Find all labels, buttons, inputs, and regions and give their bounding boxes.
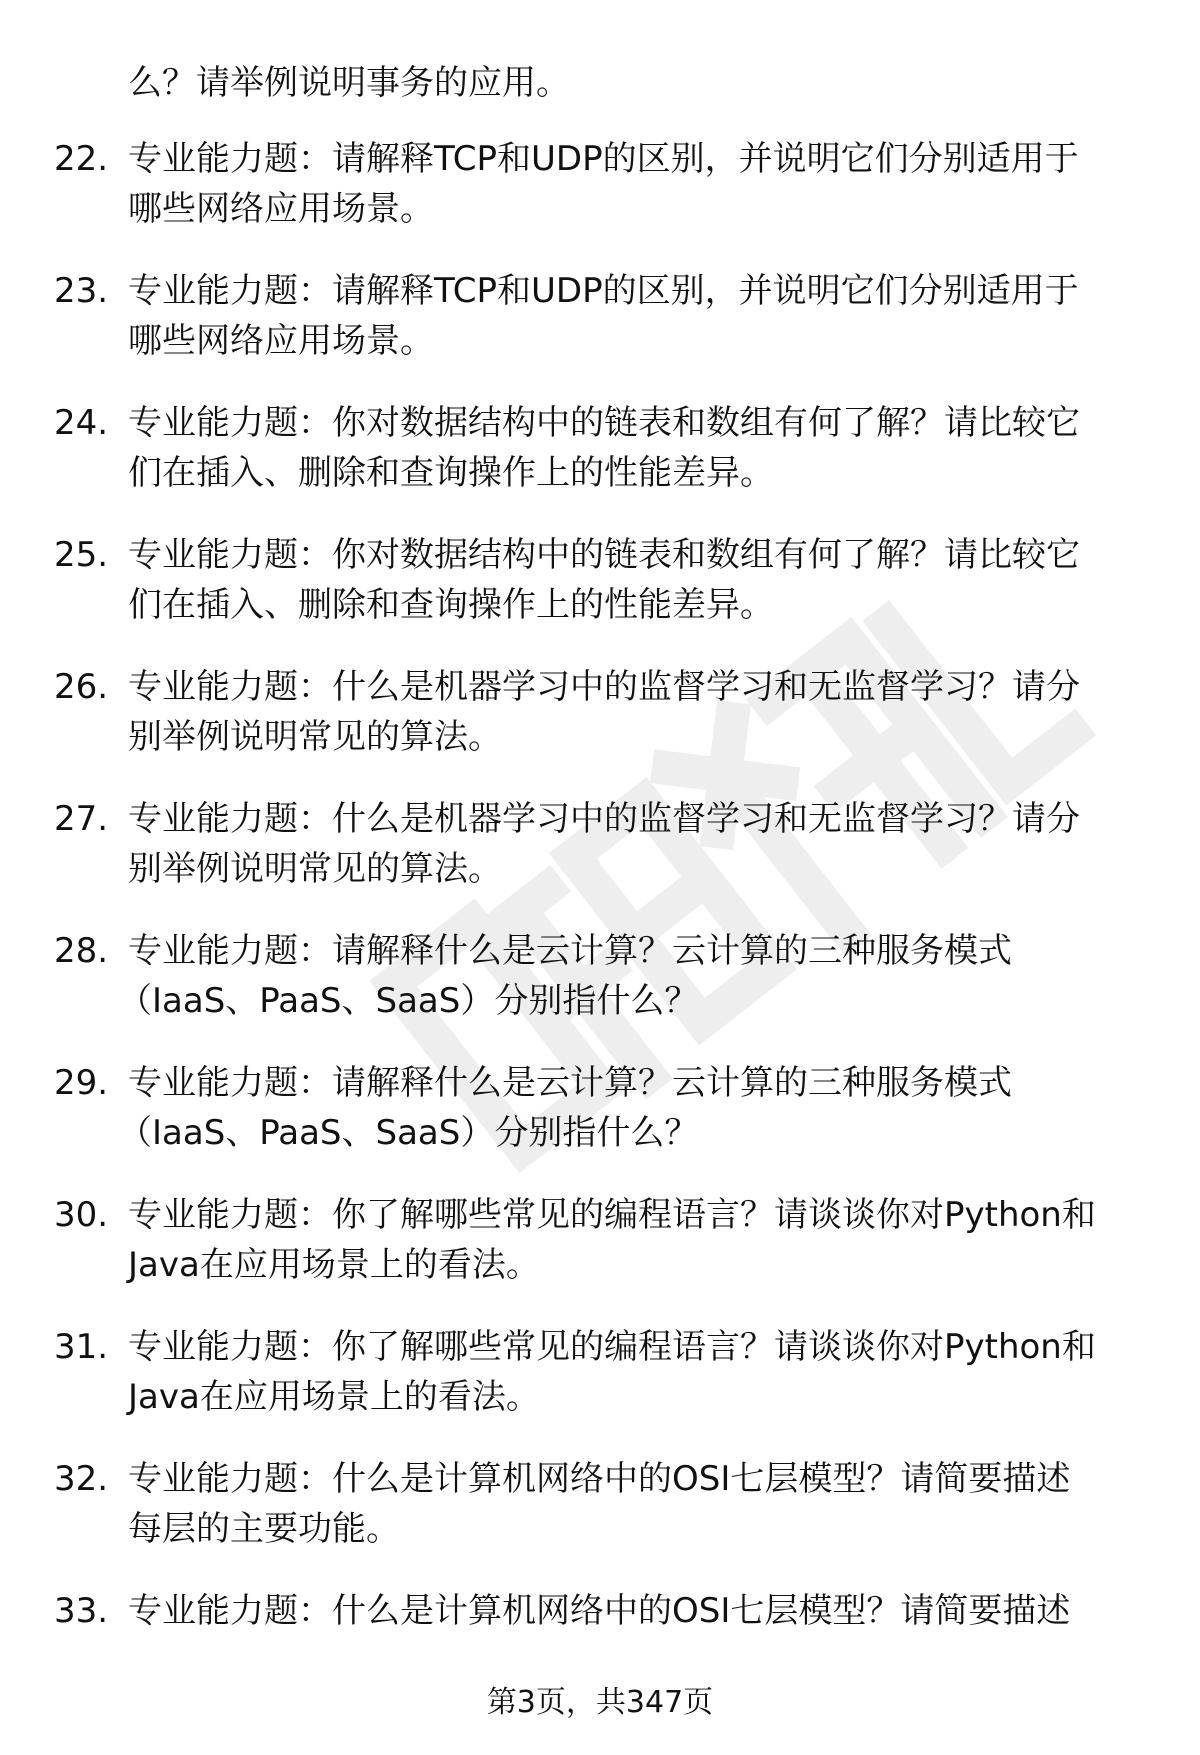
question-text <box>128 1190 1158 1290</box>
question-line: 们在插入、删除和查询操作上的性能差异。 <box>128 585 774 625</box>
question-number: 23. <box>54 271 109 311</box>
question-item <box>0 530 1200 662</box>
question-text <box>118 1058 1158 1158</box>
question-line: 别举例说明常见的算法。 <box>128 717 502 757</box>
page-footer: 第3页，共347页 <box>486 1685 714 1720</box>
question-item <box>0 1190 1200 1322</box>
question-line: 专业能力题：请解释什么是云计算？云计算的三种服务模式 <box>128 931 1012 971</box>
question-line: （IaaS、PaaS、SaaS）分别指什么？ <box>118 981 699 1021</box>
question-line: 专业能力题：你了解哪些常见的编程语言？请谈谈你对Python和 <box>128 1195 1096 1235</box>
question-item <box>0 398 1200 530</box>
question-item <box>0 266 1200 398</box>
question-text <box>128 398 1158 498</box>
question-line: 专业能力题：什么是计算机网络中的OSI七层模型？请简要描述 <box>128 1591 1071 1631</box>
question-line: 别举例说明常见的算法。 <box>128 849 502 889</box>
question-line: 专业能力题：什么是机器学习中的监督学习和无监督学习？请分 <box>128 667 1080 707</box>
question-text <box>118 926 1158 1026</box>
continued-question-text: 么？请举例说明事务的应用。 <box>128 63 570 103</box>
question-text <box>128 530 1158 630</box>
question-text <box>128 662 1158 762</box>
question-line: 专业能力题：你对数据结构中的链表和数组有何了解？请比较它 <box>128 535 1080 575</box>
question-number: 27. <box>54 799 109 839</box>
question-line: 专业能力题：你对数据结构中的链表和数组有何了解？请比较它 <box>128 403 1080 443</box>
question-line: 专业能力题：请解释TCP和UDP的区别，并说明它们分别适用于 <box>128 139 1079 179</box>
question-item <box>0 1058 1200 1190</box>
question-number: 30. <box>54 1195 109 1235</box>
question-number: 33. <box>54 1591 109 1631</box>
question-number: 32. <box>54 1459 109 1499</box>
question-line: Java在应用场景上的看法。 <box>128 1377 540 1417</box>
question-item <box>0 662 1200 794</box>
question-text <box>128 266 1158 366</box>
question-line: 专业能力题：请解释什么是云计算？云计算的三种服务模式 <box>128 1063 1012 1103</box>
question-number: 25. <box>54 535 109 575</box>
question-item <box>0 1322 1200 1454</box>
question-item <box>0 926 1200 1058</box>
question-number: 24. <box>54 403 109 443</box>
question-text <box>128 134 1158 234</box>
question-line: 专业能力题：什么是机器学习中的监督学习和无监督学习？请分 <box>128 799 1080 839</box>
question-number: 31. <box>54 1327 109 1367</box>
question-number: 26. <box>54 667 109 707</box>
question-line: （IaaS、PaaS、SaaS）分别指什么？ <box>118 1113 699 1153</box>
question-list <box>0 134 1200 1718</box>
question-line: 哪些网络应用场景。 <box>128 321 434 361</box>
question-item <box>0 1454 1200 1586</box>
question-item <box>0 134 1200 266</box>
question-line: 专业能力题：请解释TCP和UDP的区别，并说明它们分别适用于 <box>128 271 1079 311</box>
question-line: 专业能力题：什么是计算机网络中的OSI七层模型？请简要描述 <box>128 1459 1071 1499</box>
question-text <box>128 1586 1158 1636</box>
question-text <box>128 1454 1158 1554</box>
question-line: Java在应用场景上的看法。 <box>128 1245 540 1285</box>
question-number: 29. <box>54 1063 109 1103</box>
question-line: 哪些网络应用场景。 <box>128 189 434 229</box>
question-number: 28. <box>54 931 109 971</box>
question-line: 每层的主要功能。 <box>128 1509 400 1549</box>
question-text <box>128 1322 1158 1422</box>
question-line: 们在插入、删除和查询操作上的性能差异。 <box>128 453 774 493</box>
question-text <box>128 794 1158 894</box>
question-line: 专业能力题：你了解哪些常见的编程语言？请谈谈你对Python和 <box>128 1327 1096 1367</box>
question-number: 22. <box>54 139 109 179</box>
question-item <box>0 794 1200 926</box>
